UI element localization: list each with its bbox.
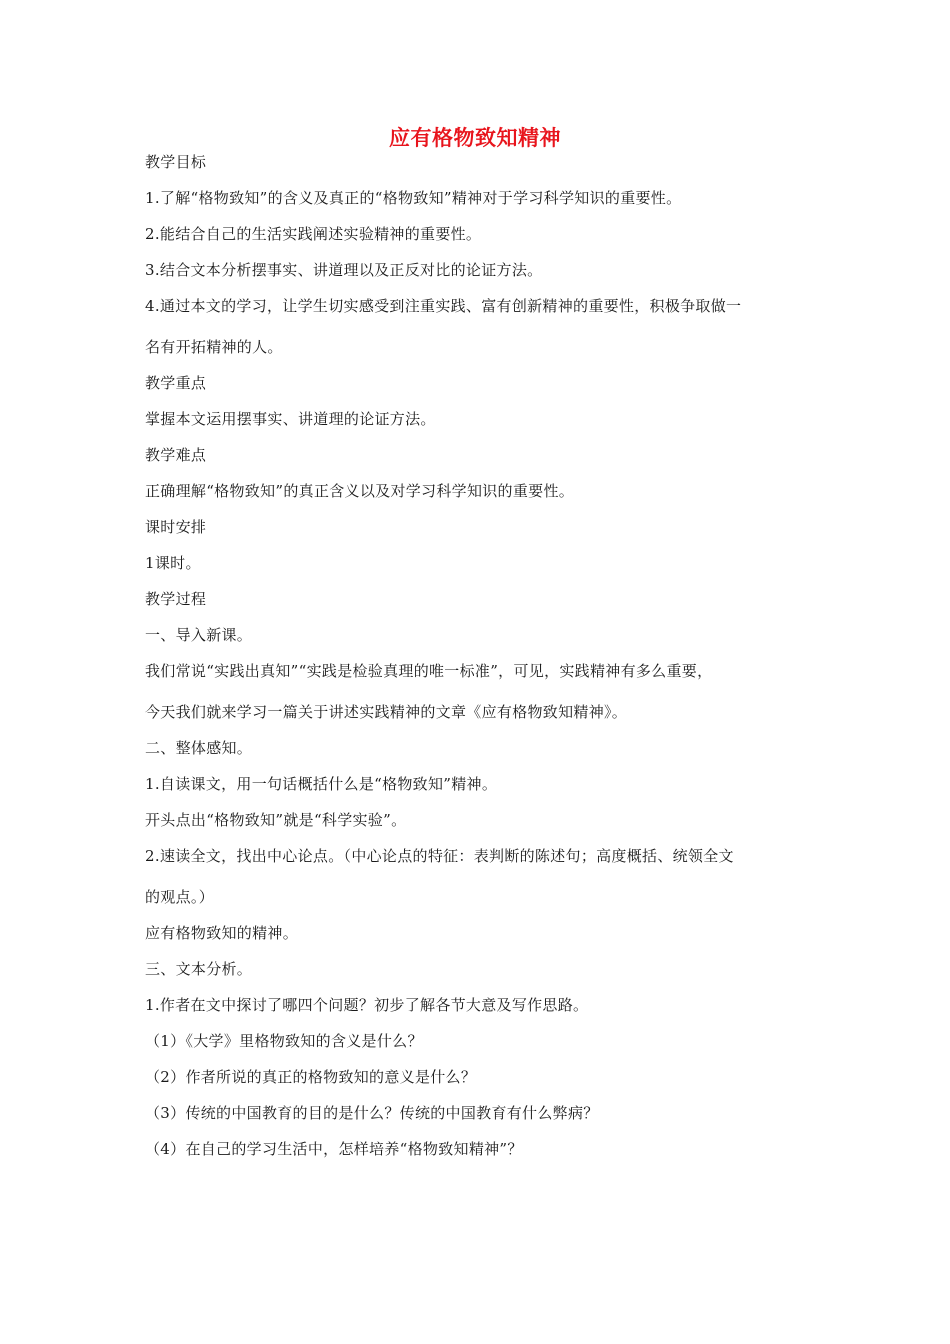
process-step-3-heading: 三、文本分析。 bbox=[145, 960, 253, 978]
document-title: 应有格物致知精神 bbox=[389, 126, 561, 150]
key-points-text: 掌握本文运用摆事实、讲道理的论证方法。 bbox=[145, 410, 436, 428]
section-heading-difficulties: 教学难点 bbox=[145, 446, 207, 464]
objective-item-2: 2.能结合自己的生活实践阐述实验精神的重要性。 bbox=[145, 225, 482, 243]
objective-item-1: 1.了解“格物致知”的含义及真正的“格物致知”精神对于学习科学知识的重要性。 bbox=[145, 189, 682, 207]
process-step-1-heading: 一、导入新课。 bbox=[145, 626, 253, 644]
schedule-text: 1课时。 bbox=[145, 554, 201, 572]
question-3: （3）传统的中国教育的目的是什么？传统的中国教育有什么弊病？ bbox=[145, 1104, 599, 1122]
process-step-2-item-1-answer: 开头点出“格物致知”就是“科学实验”。 bbox=[145, 811, 407, 829]
process-step-2-heading: 二、整体感知。 bbox=[145, 739, 253, 757]
process-step-1-text-continued: 今天我们就来学习一篇关于讲述实践精神的文章《应有格物致知精神》。 bbox=[145, 703, 628, 721]
question-1: （1）《大学》里格物致知的含义是什么？ bbox=[145, 1032, 423, 1050]
question-4: （4）在自己的学习生活中，怎样培养“格物致知精神”？ bbox=[145, 1140, 523, 1158]
section-heading-key-points: 教学重点 bbox=[145, 374, 207, 392]
process-step-1-text: 我们常说“实践出真知”“实践是检验真理的唯一标准”，可见，实践精神有多么重要， bbox=[145, 662, 713, 680]
difficulties-text: 正确理解“格物致知”的真正含义以及对学习科学知识的重要性。 bbox=[145, 482, 575, 500]
question-2: （2）作者所说的真正的格物致知的意义是什么？ bbox=[145, 1068, 477, 1086]
section-heading-process: 教学过程 bbox=[145, 590, 207, 608]
objective-item-4-continued: 名有开拓精神的人。 bbox=[145, 338, 283, 356]
objective-item-3: 3.结合文本分析摆事实、讲道理以及正反对比的论证方法。 bbox=[145, 261, 543, 279]
process-step-2-item-2-answer: 应有格物致知的精神。 bbox=[145, 924, 299, 942]
objective-item-4: 4.通过本文的学习，让学生切实感受到注重实践、富有创新精神的重要性，积极争取做一 bbox=[145, 297, 742, 315]
process-step-2-item-2: 2.速读全文，找出中心论点。（中心论点的特征：表判断的陈述句；高度概括、统领全文 bbox=[145, 847, 734, 865]
process-step-2-item-2-continued: 的观点。） bbox=[145, 888, 215, 906]
process-step-3-item-1: 1.作者在文中探讨了哪四个问题？初步了解各节大意及写作思路。 bbox=[145, 996, 589, 1014]
section-heading-schedule: 课时安排 bbox=[145, 518, 207, 536]
section-heading-objectives: 教学目标 bbox=[145, 153, 207, 171]
process-step-2-item-1: 1.自读课文，用一句话概括什么是“格物致知”精神。 bbox=[145, 775, 498, 793]
